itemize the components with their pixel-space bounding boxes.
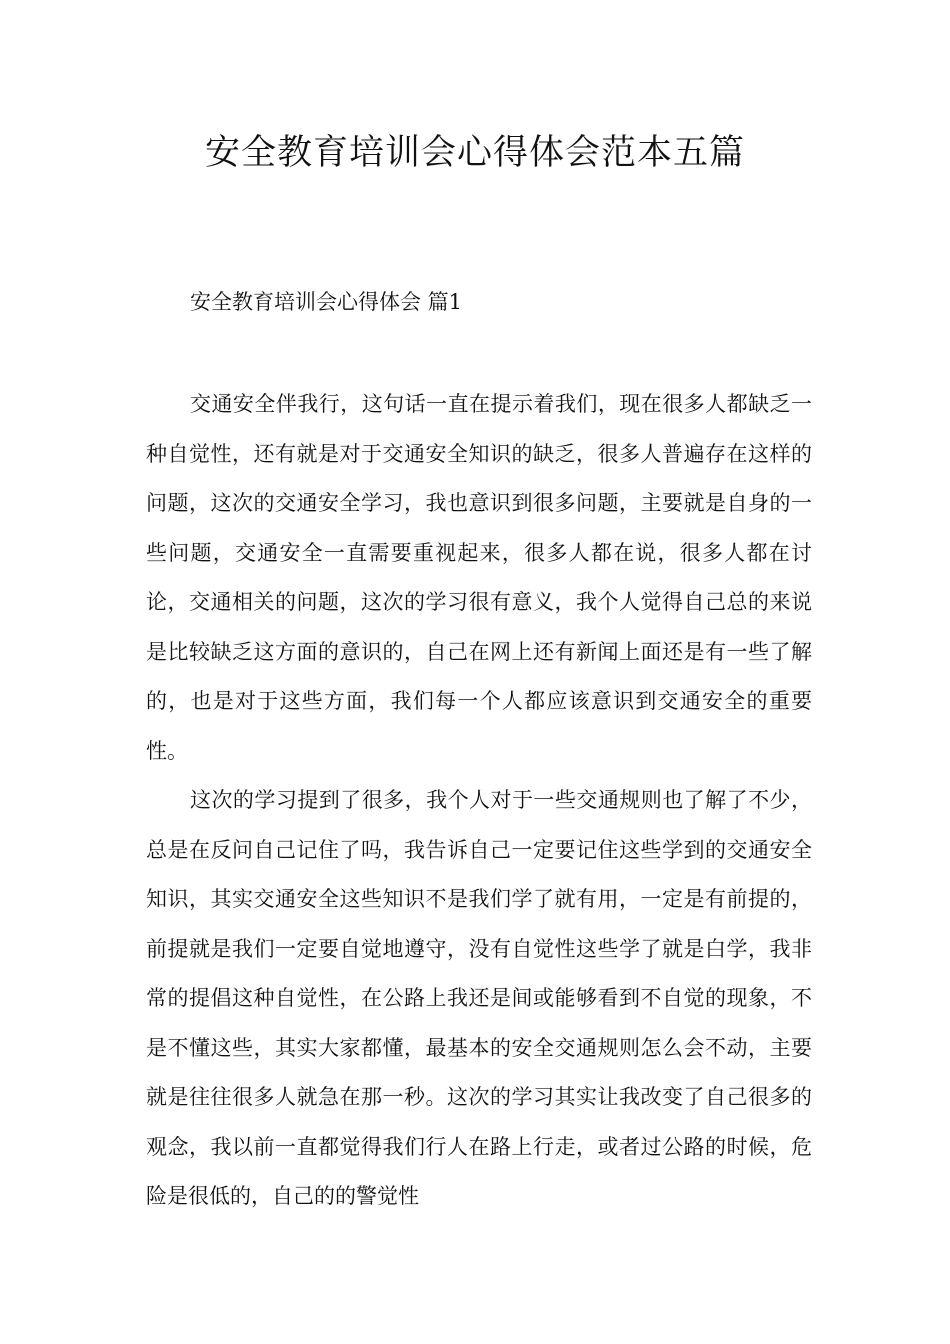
body-text: [146, 380, 812, 1222]
section-heading: 安全教育培训会心得体会 篇1: [190, 290, 463, 314]
paragraph-1: 交通安全伴我行，这句话一直在提示着我们，现在很多人都缺乏一种自觉性，还有就是对于交通安全知识的缺乏，很多人普遍存在这样的问题，这次的交通安全学习，我也意识到很多问题，主要就是自身的一些问题，交通安全一直需要重视起来，很多人都在说，很多人都在讨论，交通相关的问题，这次的学习很有意义，我个人觉得自己总的来说是比较缺乏这方面的意识的，自己在网上还有新闻上面还是有一些了解的，也是对于这些方面，我们每一个人都应该意识到交通安全的重要性。: [146, 392, 812, 763]
document-title: 安全教育培训会心得体会范本五篇: [204, 133, 745, 173]
paragraph-2: 这次的学习提到了很多，我个人对于一些交通规则也了解了不少，总是在反问自己记住了吗，我告诉自己一定要记住这些学到的交通安全知识，其实交通安全这些知识不是我们学了就有用，一定是有前提的，前提就是我们一定要自觉地遵守，没有自觉性这些学了就是白学，我非常的提倡这种自觉性，在公路上我还是间或能够看到不自觉的现象，不是不懂这些，其实大家都懂，最基本的安全交通规则怎么会不动，主要就是往往很多人就急在那一秒。这次的学习其实让我改变了自己很多的观念，我以前一直都觉得我们行人在路上行走，或者过公路的时候，危险是很低的，自己的的警觉性: [146, 788, 812, 1208]
